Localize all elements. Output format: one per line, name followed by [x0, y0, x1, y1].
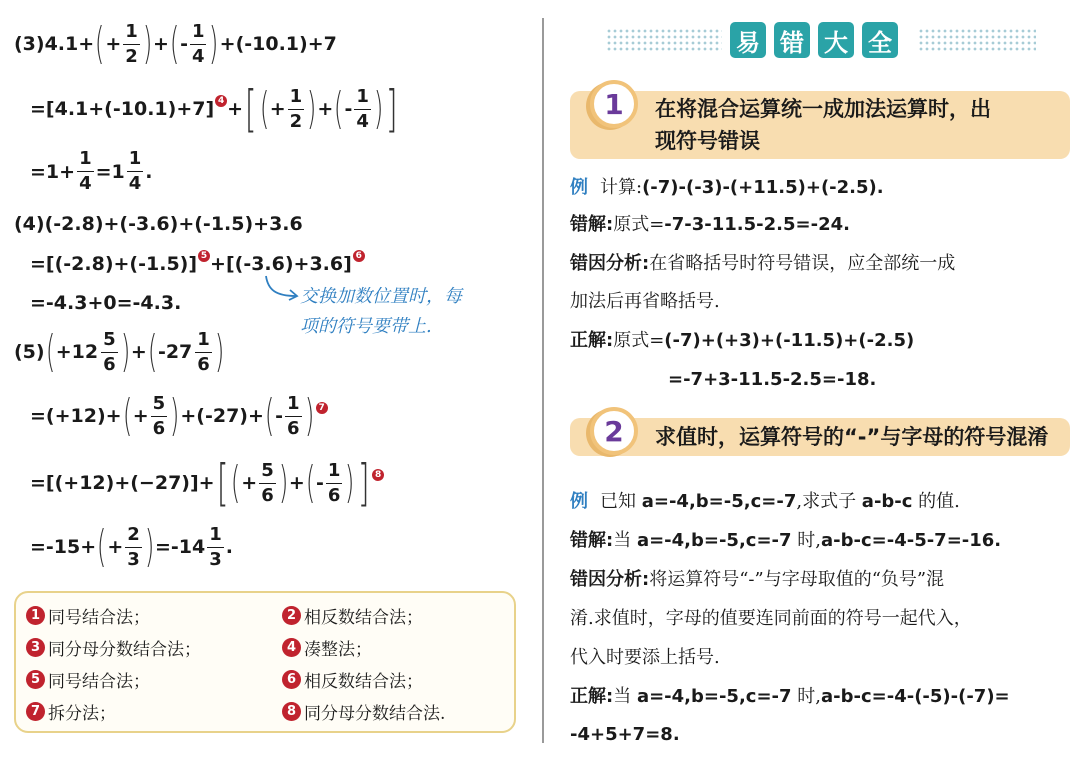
sign: -: [275, 405, 283, 427]
s2-right: [570, 679, 1010, 715]
reason-text: 将运算符号“-”与字母取值的“负号”混: [649, 569, 945, 590]
wrong-text: 时,: [791, 530, 821, 551]
title-line: 在将混合运算统一成加法运算时，出: [655, 97, 991, 121]
wrong-math: a-b-c=-4-5-7=-16.: [821, 530, 1002, 551]
legend-number: 5: [26, 670, 45, 689]
example-text: 已知: [600, 491, 642, 512]
p5-l2-mid: +(-27)+: [180, 405, 264, 427]
heading-char: 易: [730, 22, 766, 58]
paren: ): [209, 18, 219, 69]
reason-label: 错因分析:: [570, 569, 650, 590]
p4-line1: [14, 213, 303, 235]
paren: (: [169, 18, 180, 69]
numerator: 1: [127, 150, 144, 172]
p3-line1: [14, 18, 337, 69]
fraction: [151, 392, 168, 439]
legend-text: 同号结合法；: [48, 672, 150, 692]
example-text: 计算:: [600, 177, 643, 198]
paren: ): [214, 326, 225, 377]
paren: ): [170, 390, 180, 441]
fraction: [101, 328, 118, 375]
fraction: [207, 523, 224, 570]
right-math: -4+5+7=8.: [570, 724, 680, 745]
p5-l2-pre: =(+12)+: [30, 405, 122, 427]
error-number-badge: [590, 80, 638, 128]
right-label: 正解:: [570, 330, 614, 351]
legend-item: [26, 699, 116, 724]
denominator: 4: [191, 45, 205, 67]
p5-l4-pre: =-15+: [30, 536, 97, 558]
fraction: [125, 523, 142, 570]
p4-l2-a: =[(-2.8)+(-1.5)]: [30, 253, 198, 275]
example-label: 例: [570, 491, 588, 512]
legend-number: 7: [26, 702, 45, 721]
p3-l3-mid: =1: [95, 160, 125, 183]
p5-l3-pre: =[(+12)+(−27)]+: [30, 472, 215, 494]
example-text: 的值.: [912, 491, 960, 512]
paren: ): [345, 457, 355, 508]
p3-l2-pre: =[4.1+(-10.1)+7]: [30, 98, 215, 120]
s2-reason: [570, 562, 944, 598]
legend-item: [282, 699, 445, 724]
numerator: 1: [354, 88, 371, 110]
numerator: 1: [285, 395, 302, 417]
sign: -: [180, 33, 188, 55]
denominator: 4: [79, 173, 92, 194]
step-marker: 4: [215, 95, 227, 107]
legend-text: 同分母分数结合法；: [48, 640, 201, 660]
right-label: 正解:: [570, 686, 614, 707]
numerator: 5: [151, 395, 168, 417]
wrong-math: a=-4,b=-5,c=-7: [636, 530, 792, 551]
numerator: 1: [123, 23, 140, 45]
right-math: a-b-c=-4-(-5)-(-7)=: [821, 686, 1010, 707]
wrong-text: 原式=: [613, 214, 665, 235]
legend-item: [26, 667, 150, 692]
denominator: 6: [261, 484, 274, 506]
numerator: 1: [190, 23, 207, 45]
legend-number: 2: [282, 606, 301, 625]
s1-reason-2: [570, 284, 720, 320]
denominator: 6: [286, 417, 300, 439]
paren: ): [373, 83, 384, 134]
bracket: ]: [385, 80, 398, 138]
p3-head: (3)4.1+: [14, 33, 95, 55]
denominator: 6: [327, 484, 341, 506]
denominator: 6: [197, 353, 210, 375]
s1-reason: [570, 246, 955, 282]
heading-char: 全: [862, 22, 898, 58]
p4-line2: [30, 253, 365, 275]
op: +: [130, 341, 147, 363]
denominator: 4: [128, 173, 142, 194]
legend-text: 凑整法；: [304, 640, 372, 660]
s2-reason-3: [570, 640, 720, 676]
paren: (: [230, 457, 241, 508]
denominator: 6: [152, 417, 166, 439]
legend-item: [282, 603, 423, 628]
title-line: 求值时，运算符号的“-”与字母的符号混淆: [655, 425, 1049, 449]
badge-number: 1: [604, 87, 624, 121]
error-number-badge: [590, 407, 638, 455]
right-math: a=-4,b=-5,c=-7: [636, 686, 792, 707]
fraction: [285, 392, 302, 439]
s2-wrong: [570, 523, 1001, 559]
numerator: 1: [288, 88, 305, 110]
curved-arrow-icon: [262, 274, 302, 302]
fraction: [354, 85, 371, 132]
legend-item: [282, 667, 423, 692]
sign: +: [241, 472, 258, 494]
paren: (: [259, 83, 269, 134]
title-line: 现符号错误: [655, 129, 760, 153]
reason-text: 代入时要添上括号.: [570, 647, 720, 668]
p3-line2: [30, 80, 400, 138]
legend-item: [282, 635, 372, 660]
legend-number: 6: [282, 670, 301, 689]
reason-text: 淆.求值时，字母的值要连同前面的符号一起代入，: [570, 608, 972, 629]
legend-text: 同号结合法；: [48, 608, 150, 628]
annotation-note: [300, 282, 462, 342]
denominator: 4: [356, 110, 369, 132]
denominator: 6: [103, 353, 116, 375]
note-line1: 交换加数位置时，每: [300, 286, 462, 307]
reason-text: 在省略括号时符号错误，应全部统一成: [649, 253, 956, 274]
fraction: [190, 20, 207, 67]
error-title-2: [655, 421, 1075, 453]
paren: (: [334, 83, 344, 134]
right-text: 时,: [791, 686, 821, 707]
right-math: =-7+3-11.5-2.5=-18.: [668, 369, 877, 390]
step-marker: 6: [353, 250, 365, 262]
p5-l4-mid: =-14: [154, 536, 206, 558]
bracket: [: [244, 80, 257, 138]
sign: +: [132, 405, 149, 427]
right-text: 当: [613, 686, 637, 707]
bracket: ]: [357, 454, 370, 512]
op: +: [317, 98, 334, 120]
p3-tail: +(-10.1)+7: [219, 33, 337, 55]
paren: (: [95, 18, 105, 69]
legend-item: [26, 635, 201, 660]
numerator: 1: [326, 462, 343, 484]
fraction: [123, 20, 140, 67]
paren: (: [147, 326, 158, 377]
section-heading: [730, 22, 898, 58]
legend-number: 8: [282, 702, 301, 721]
wrong-text: 当: [613, 530, 637, 551]
p5-line4: [30, 521, 233, 572]
p4-l2-b: +[(-3.6)+3.6]: [210, 253, 352, 275]
heading-char: 错: [774, 22, 810, 58]
sign: +: [107, 536, 124, 558]
paren: (: [122, 390, 132, 441]
fraction: [195, 328, 212, 375]
p3-l3-pre: =1+: [30, 160, 76, 183]
fraction: [326, 459, 343, 506]
p4-l3: =-4.3+0=-4.3.: [30, 292, 182, 314]
paren: ): [278, 457, 289, 508]
op: +: [288, 472, 305, 494]
fraction: [77, 150, 94, 193]
mixed-int: -27: [157, 341, 193, 363]
header-dots-right: [918, 28, 1036, 52]
p3-line3: [30, 150, 152, 193]
legend-text: 同分母分数结合法.: [304, 704, 446, 724]
sign: +: [269, 98, 286, 120]
wrong-label: 错解:: [570, 214, 614, 235]
op: +: [227, 98, 244, 120]
header-dots-left: [606, 28, 722, 52]
p5-line3: [30, 454, 384, 512]
numerator: 5: [101, 331, 118, 353]
p5-line2: [30, 390, 328, 441]
right-text: 原式=: [613, 330, 665, 351]
denominator: 2: [125, 45, 138, 67]
s1-right: [570, 323, 914, 359]
p5-head: (5): [14, 341, 45, 363]
example-text: ,求式子: [796, 491, 862, 512]
wrong-label: 错解:: [570, 530, 614, 551]
bracket: [: [216, 454, 229, 512]
numerator: 5: [259, 462, 276, 484]
legend-text: 拆分法；: [48, 704, 116, 724]
right-math: (-7)+(+3)+(-11.5)+(-2.5): [664, 330, 915, 351]
denominator: 3: [127, 548, 140, 570]
s2-right-2: [570, 717, 680, 753]
p5-line1: [14, 326, 225, 377]
example-math: a=-4,b=-5,c=-7: [641, 491, 797, 512]
fraction: [259, 459, 276, 506]
step-marker: 7: [316, 402, 328, 414]
p4-l1: (4)(-2.8)+(-3.6)+(-1.5)+3.6: [14, 213, 303, 235]
step-marker: 8: [372, 469, 384, 481]
legend-number: 3: [26, 638, 45, 657]
period: .: [225, 536, 233, 558]
note-line2: 项的符号要带上.: [300, 316, 432, 337]
numerator: 1: [195, 331, 212, 353]
numerator: 1: [207, 526, 224, 548]
period: .: [145, 160, 153, 183]
fraction: [127, 150, 144, 193]
legend-text: 相反数结合法；: [304, 608, 423, 628]
op: +: [152, 33, 169, 55]
denominator: 3: [209, 548, 222, 570]
wrong-math: -7-3-11.5-2.5=-24.: [664, 214, 850, 235]
numerator: 1: [77, 150, 94, 172]
legend-number: 1: [26, 606, 45, 625]
error-title-1: [655, 93, 1065, 157]
legend-text: 相反数结合法；: [304, 672, 423, 692]
paren: ): [144, 521, 155, 572]
s2-example: [570, 484, 960, 520]
s1-right-2: [668, 362, 876, 398]
numerator: 2: [125, 526, 142, 548]
example-math: a-b-c: [861, 491, 913, 512]
fraction: [288, 85, 305, 132]
example-math: (-7)-(-3)-(+11.5)+(-2.5).: [642, 177, 884, 198]
sign: -: [316, 472, 324, 494]
s1-wrong: [570, 207, 850, 243]
legend-number: 4: [282, 638, 301, 657]
step-marker: 5: [198, 250, 210, 262]
method-legend-box: [14, 591, 516, 733]
paren: ): [307, 83, 317, 134]
s1-example: [570, 170, 884, 206]
p4-line3: [30, 292, 181, 314]
paren: (: [97, 521, 107, 572]
reason-label: 错因分析:: [570, 253, 650, 274]
paren: (: [45, 326, 55, 377]
badge-number: 2: [604, 414, 624, 448]
paren: (: [264, 390, 275, 441]
legend-item: [26, 603, 150, 628]
paren: ): [142, 18, 153, 69]
denominator: 2: [289, 110, 303, 132]
heading-char: 大: [818, 22, 854, 58]
column-divider: [542, 18, 544, 743]
paren: ): [304, 390, 314, 441]
s2-reason-2: [570, 601, 972, 637]
paren: ): [120, 326, 130, 377]
example-label: 例: [570, 177, 588, 198]
mixed-int: +12: [55, 341, 99, 363]
sign: -: [344, 98, 353, 120]
reason-text: 加法后再省略括号.: [570, 291, 720, 312]
paren: (: [305, 457, 316, 508]
sign: +: [105, 33, 122, 55]
